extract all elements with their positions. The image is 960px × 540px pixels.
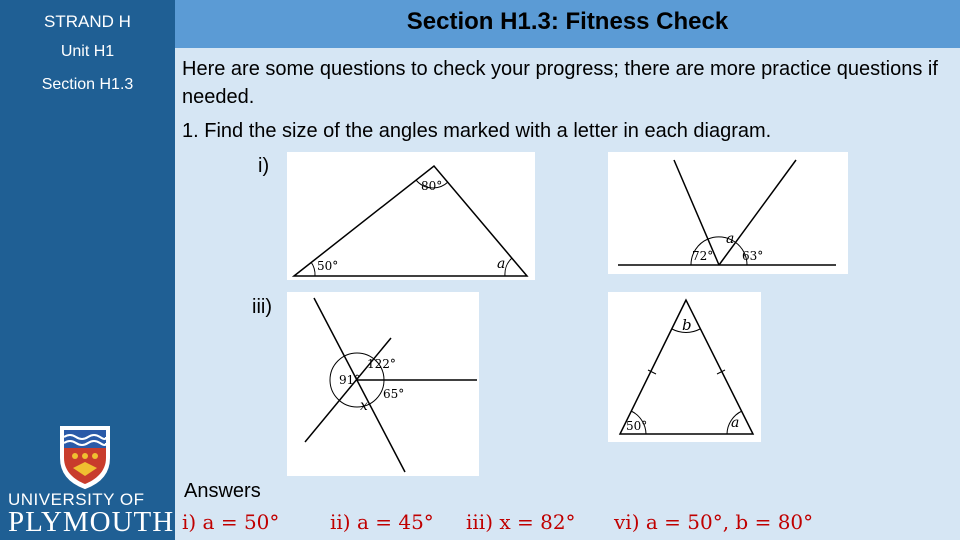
diagram-iii	[287, 292, 479, 476]
angle-label-i-80: 80°	[421, 179, 443, 193]
angle-label-iii-122: 122°	[367, 357, 396, 371]
sidebar	[0, 0, 175, 540]
answer-i: i) a = 50°	[182, 510, 280, 534]
angle-label-iii-91: 91°	[339, 373, 361, 387]
diagram-label-i: i)	[258, 155, 270, 177]
university-name-line1: UNIVERSITY OF	[8, 490, 145, 509]
angle-label-iii-65: 65°	[383, 387, 405, 401]
diagram-i	[287, 152, 535, 280]
angle-label-iii-x: x	[360, 398, 368, 414]
strand-label: STRAND H	[44, 12, 131, 31]
angle-label-ii-a: a	[726, 231, 735, 247]
answers-heading: Answers	[184, 480, 261, 502]
angle-label-iv-50: 50°	[626, 419, 648, 433]
diagram-label-iii: iii)	[252, 296, 272, 318]
section-label: Section H1.3	[41, 76, 134, 93]
page-title: Section H1.3: Fitness Check	[406, 8, 729, 35]
university-name-line2: PLYMOUTH	[8, 506, 175, 538]
diagram-iv	[608, 292, 761, 442]
angle-label-ii-63: 63°	[742, 249, 764, 263]
intro-text: Here are some questions to check your progress; there are more practice questions if needed.	[182, 58, 938, 108]
answer-iv: vi) a = 50°, b = 80°	[614, 510, 814, 534]
diagram-ii	[608, 152, 848, 274]
angle-label-iv-a: a	[731, 415, 740, 431]
angle-label-iv-b: b	[682, 316, 692, 334]
university-crest-icon	[58, 424, 112, 490]
angle-label-i-50: 50°	[317, 259, 339, 273]
header-bar	[175, 0, 960, 48]
angle-label-i-a: a	[497, 256, 506, 272]
angle-label-ii-72: 72°	[692, 249, 714, 263]
question-text: 1. Find the size of the angles marked with a letter in each diagram.	[182, 120, 772, 142]
answer-ii: ii) a = 45°	[330, 510, 434, 534]
answer-iii: iii) x = 82°	[466, 510, 576, 534]
unit-label: Unit H1	[60, 43, 115, 60]
